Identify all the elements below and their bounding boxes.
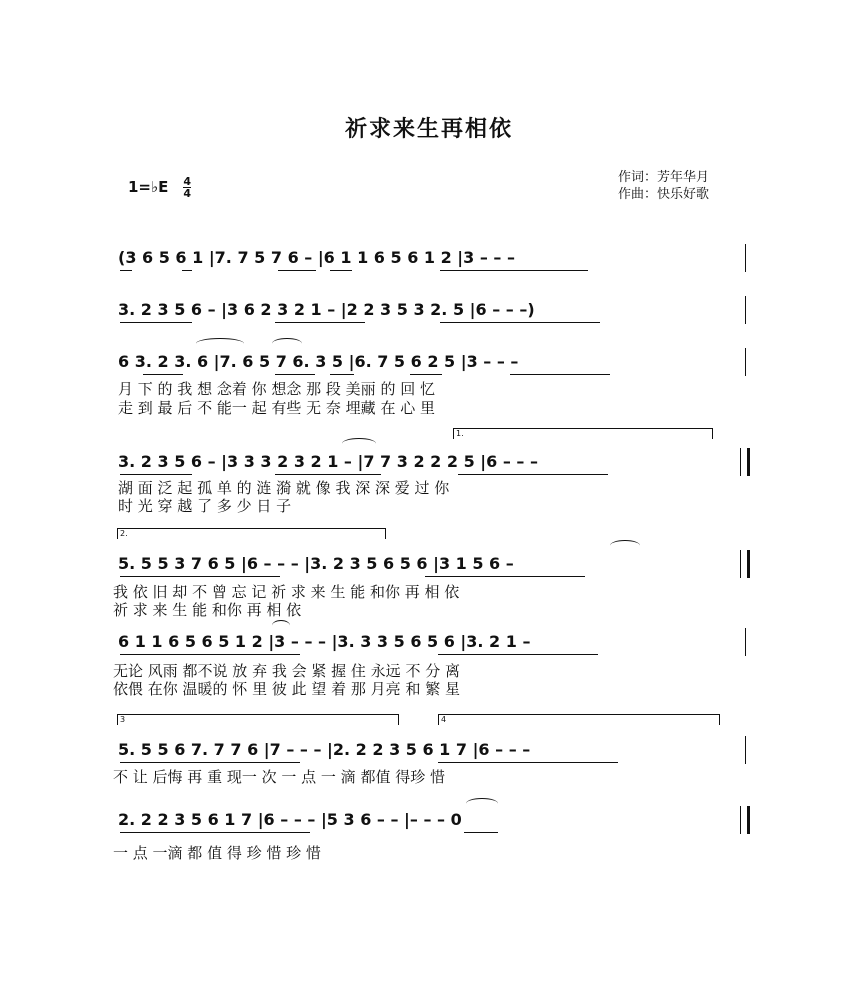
lyrics-row-3-verse-2: 走 到 最 后 不 能一 起 有些 无 奈 埋藏 在 心 里	[118, 399, 435, 417]
barline	[745, 628, 746, 656]
song-title: 祈求来生再相依	[344, 117, 513, 142]
notation-row-2: 3. 2 3 5 6 – |3 6 2 3 2 1 – |2 2 3 5 3 2. 5 |6 – – –)	[118, 300, 535, 319]
volta-number-1: 1.	[456, 429, 464, 438]
tie-arc	[466, 798, 498, 809]
tie-arc	[610, 540, 640, 551]
volta-number-2: 2.	[120, 529, 128, 538]
tie-arc	[196, 338, 244, 349]
lyrics-row-4-verse-1: 湖 面 泛 起 孤 单 的 涟 漪 就 像 我 深 深 爱 过 你	[118, 479, 450, 497]
lyrics-row-7-verse-1: 不 让 后悔 再 重 现一 次 一 点 一 滴 都值 得珍 惜	[113, 768, 445, 786]
lyrics-row-5-verse-2: 祈 求 来 生 能 和你 再 相 依	[113, 601, 302, 619]
duration-line	[143, 374, 183, 375]
duration-line	[278, 270, 316, 271]
volta-number-3: 3	[120, 715, 126, 724]
composer-credit: 作曲：快乐好歌	[618, 187, 710, 202]
notation-row-4: 3. 2 3 5 6 – |3 3 3 2 3 2 1 – |7 7 3 2 2 2 5 |6 – – –	[118, 452, 538, 471]
volta-bracket-1	[453, 428, 713, 439]
notation-row-1: (3 6 5 6 1 |7. 7 5 7 6 – |6 1 1 6 5 6 1 2 |3 – – –	[118, 248, 515, 267]
duration-line	[438, 654, 598, 655]
duration-line	[440, 270, 588, 271]
volta-bracket-4	[438, 714, 720, 725]
lyrics-row-5-verse-1: 我 依 旧 却 不 曾 忘 记 祈 求 来 生 能 和你 再 相 依	[113, 583, 460, 601]
tie-arc	[272, 338, 302, 349]
duration-line	[330, 270, 352, 271]
duration-line	[438, 762, 618, 763]
time-signature	[183, 176, 191, 199]
time-signature-top: 4	[183, 175, 192, 188]
duration-line	[120, 762, 300, 763]
time-signature-bottom: 4	[183, 187, 192, 200]
notation-row-3: 6 3. 2 3. 6 |7. 6 5 7 6. 3 5 |6. 7 5 6 2 5 |3 – – –	[118, 352, 519, 371]
tie-arc	[272, 620, 290, 631]
barline-end	[740, 550, 750, 578]
barline	[745, 736, 746, 764]
duration-line	[464, 832, 498, 833]
lyrics-row-6-verse-1: 无论 风雨 都不说 放 弃 我 会 紧 握 住 永远 不 分 离	[113, 662, 460, 680]
barline	[745, 348, 746, 376]
barline	[745, 244, 746, 272]
volta-number-4: 4	[441, 715, 447, 724]
duration-line	[275, 474, 381, 475]
duration-line	[410, 374, 442, 375]
duration-line	[120, 270, 132, 271]
volta-bracket-2	[117, 528, 386, 539]
duration-line	[510, 374, 610, 375]
duration-line	[120, 832, 310, 833]
key-signature: 1=♭E	[128, 178, 169, 196]
lyrics-row-8-verse-1: 一 点 一滴 都 值 得 珍 惜 珍 惜	[113, 844, 321, 862]
duration-line	[330, 374, 354, 375]
duration-line	[458, 474, 608, 475]
volta-bracket-3	[117, 714, 399, 725]
duration-line	[275, 374, 315, 375]
notation-row-7: 5. 5 5 6 7. 7 7 6 |7 – – – |2. 2 2 3 5 6 1 7 |6 – – –	[118, 740, 531, 759]
lyrics-row-3-verse-1: 月 下 的 我 想 念着 你 想念 那 段 美丽 的 回 忆	[118, 380, 435, 398]
notation-row-8: 2. 2 2 3 5 6 1 7 |6 – – – |5 3 6 – – |– – – 0	[118, 810, 462, 829]
duration-line	[120, 474, 192, 475]
duration-line	[440, 322, 600, 323]
duration-line	[120, 322, 192, 323]
tie-arc	[342, 438, 376, 449]
duration-line	[120, 654, 300, 655]
lyricist-credit: 作词：芳年华月	[618, 170, 710, 185]
barline	[745, 296, 746, 324]
lyrics-row-4-verse-2: 时 光 穿 越 了 多 少 日 子	[118, 497, 292, 515]
lyrics-row-6-verse-2: 依偎 在你 温暖的 怀 里 彼 此 望 着 那 月亮 和 繁 星	[113, 680, 460, 698]
duration-line	[182, 270, 192, 271]
duration-line	[275, 322, 365, 323]
key-signature-block	[128, 176, 191, 199]
notation-row-6: 6 1 1 6 5 6 5 1 2 |3 – – – |3. 3 3 5 6 5 6 |3. 2 1 –	[118, 632, 531, 651]
duration-line	[425, 576, 585, 577]
repeat-end-barline	[740, 448, 750, 476]
duration-line	[120, 576, 280, 577]
final-barline	[740, 806, 750, 834]
notation-row-5: 5. 5 5 3 7 6 5 |6 – – – |3. 2 3 5 6 5 6 |3 1 5 6 –	[118, 554, 514, 573]
